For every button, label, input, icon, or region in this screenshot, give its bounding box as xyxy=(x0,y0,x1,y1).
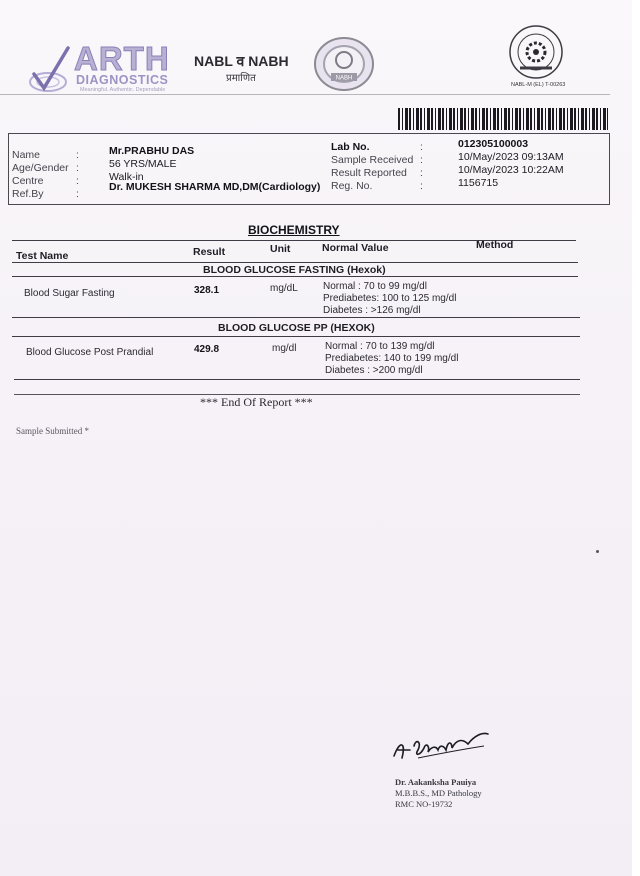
col-unit: Unit xyxy=(270,243,291,255)
end-of-report: *** End Of Report *** xyxy=(200,395,313,409)
reported-colon: : xyxy=(420,167,423,179)
brand-name: ARTH xyxy=(74,40,170,77)
arth-diagnostics-logo xyxy=(28,40,178,96)
result-reported-time: 10/May/2023 10:22AM xyxy=(458,164,564,176)
normal-range-line: Normal : 70 to 99 mg/dl xyxy=(323,281,427,292)
lab-number: 012305100003 xyxy=(458,138,529,150)
col-normal-value: Normal Value xyxy=(322,242,389,254)
section-title: BIOCHEMISTRY xyxy=(248,223,340,237)
header-divider xyxy=(0,94,610,95)
signatory-reg: RMC NO-19732 xyxy=(395,799,453,809)
normal-range-line: Diabetes : >126 mg/dl xyxy=(323,305,421,316)
nabl-certificate-number: NABL-M (EL) T-00263 xyxy=(511,82,566,88)
nabh-seal-icon xyxy=(313,36,375,92)
barcode xyxy=(398,108,608,130)
age-colon: : xyxy=(76,162,79,174)
accreditation-hindi: प्रमाणित xyxy=(226,73,256,84)
received-label: Sample Received xyxy=(331,154,414,166)
age-label: Age/Gender xyxy=(12,162,69,174)
group-rule xyxy=(12,276,578,277)
sample-received-time: 10/May/2023 09:13AM xyxy=(458,151,564,163)
normal-range-line: Prediabetes: 140 to 199 mg/dl xyxy=(325,353,459,364)
ref-colon: : xyxy=(76,188,79,200)
test-name: Blood Sugar Fasting xyxy=(24,288,115,299)
reg-label: Reg. No. xyxy=(331,180,373,192)
paper-speck xyxy=(596,550,599,553)
ref-label: Ref.By xyxy=(12,188,44,200)
header-bottom-rule xyxy=(12,262,578,263)
col-result: Result xyxy=(193,246,226,258)
reg-colon: : xyxy=(420,180,423,192)
patient-age-gender: 56 YRS/MALE xyxy=(109,158,177,170)
brand-tagline: Meaningful. Authentic. Dependable xyxy=(80,87,166,93)
signatory-qualification: M.B.B.S., MD Pathology xyxy=(395,788,482,798)
test-unit: mg/dL xyxy=(270,283,298,294)
centre-label: Centre xyxy=(12,175,44,187)
brand-subtitle: DIAGNOSTICS xyxy=(76,73,169,87)
received-colon: : xyxy=(420,154,423,166)
registration-number: 1156715 xyxy=(458,177,499,189)
group-bottom-rule xyxy=(12,317,580,318)
test-result: 429.8 xyxy=(194,344,220,355)
centre-colon: : xyxy=(76,175,79,187)
normal-range-line: Normal : 70 to 139 mg/dl xyxy=(325,341,435,352)
group-title: BLOOD GLUCOSE FASTING (Hexok) xyxy=(203,264,386,276)
patient-centre: Walk-in xyxy=(109,171,144,183)
nabh-seal-label: NABH xyxy=(335,75,353,82)
checkmark-swoosh-icon xyxy=(28,44,72,96)
referring-doctor: Dr. MUKESH SHARMA MD,DM(Cardiology) xyxy=(109,181,321,193)
test-name: Blood Glucose Post Prandial xyxy=(26,347,154,358)
page-edge xyxy=(632,0,640,876)
reported-label: Result Reported xyxy=(331,167,407,179)
name-colon: : xyxy=(76,149,79,161)
table-bottom-rule xyxy=(14,379,580,380)
test-result: 328.1 xyxy=(194,285,220,296)
patient-name: Mr.PRABHU DAS xyxy=(109,145,195,157)
accreditation-text: NABL व NABH xyxy=(194,53,289,69)
col-test-name: Test Name xyxy=(16,250,69,262)
labno-label: Lab No. xyxy=(331,141,370,153)
name-label: Name xyxy=(12,149,41,161)
test-unit: mg/dl xyxy=(272,343,297,354)
sample-note: Sample Submitted * xyxy=(16,426,89,436)
normal-range-line: Prediabetes: 100 to 125 mg/dl xyxy=(323,293,457,304)
nabl-seal-icon xyxy=(508,24,564,80)
group-title: BLOOD GLUCOSE PP (HEXOK) xyxy=(218,322,375,334)
normal-range-line: Diabetes : >200 mg/dl xyxy=(325,365,423,376)
col-method: Method xyxy=(476,239,514,251)
doctor-signature xyxy=(388,720,498,770)
group-rule xyxy=(12,336,580,337)
signatory-name: Dr. Aakanksha Pauiya xyxy=(395,777,477,787)
labno-colon: : xyxy=(420,141,423,153)
